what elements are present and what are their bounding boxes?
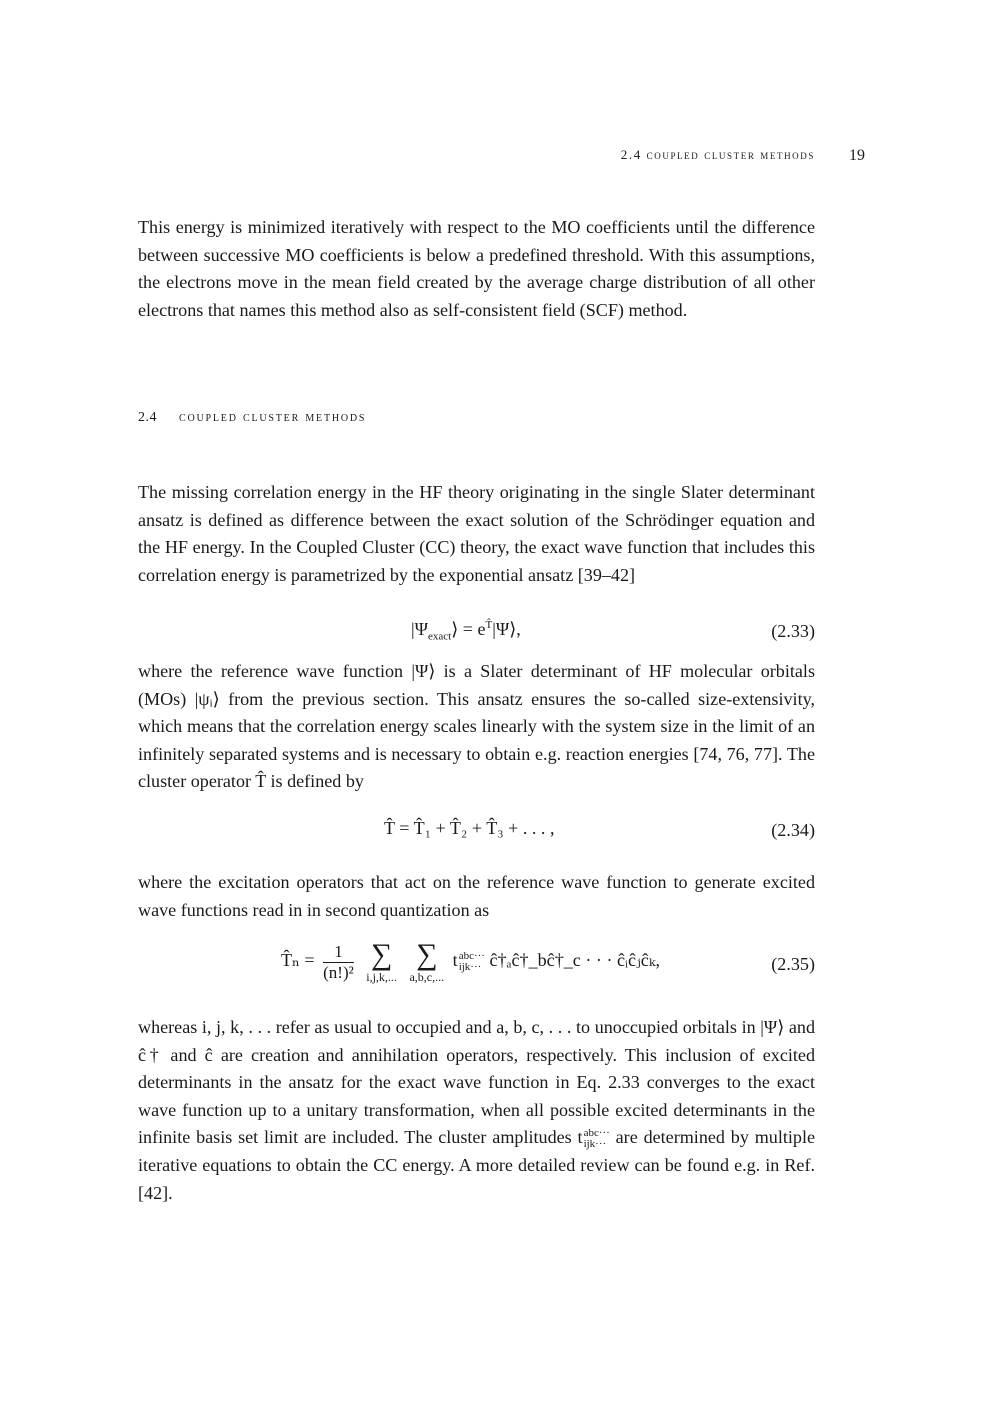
equation-body: $|\Psi_{exact}⟩$ = $e^{T̂}|\Psi⟩$, — [411, 618, 521, 643]
equation-body: T̂ = T̂₁ + T̂₂ + T̂₃ + . . . , — [384, 818, 555, 838]
paragraph-scf: This energy is minimized iteratively with respect to the MO coefficients until the difference between successive MO coefficients is below a predefined threshold. With this assumptions, the electrons move in the mean field created by the average charge distribution of all other electrons that names this method also as self-consistent field (SCF) method. — [138, 217, 815, 320]
amplitude-indices: abc··· ijk··· — [583, 1127, 610, 1151]
section-number: 2.4 — [138, 410, 157, 425]
amplitude-indices: abc··· ijk··· — [458, 950, 485, 973]
fraction: $\frac{1}{\text{(n!)²}}$ — [323, 941, 354, 982]
equation-2-35 — [138, 940, 815, 1000]
running-title: 2.4 coupled cluster methods — [620, 147, 815, 162]
equation-number: (2.33) — [771, 621, 815, 641]
equation-body: T̂ₙ = $\frac{1}{\text{(n!)²}}$ ∑ i,j,k,... ∑ a,b,c,... t abc··· ijk··· ĉ†ₐĉ†_bĉ†_c · · · ĉᵢĉⱼĉₖ, — [281, 938, 660, 984]
sum-virtual: ∑ a,b,c,... — [409, 938, 445, 984]
paragraph-excited-determinants: whereas i, j, k, . . . refer as usual to occupied and a, b, c, . . . to unoccupied orbitals in |Ψ⟩ and ĉ† and ĉ are creation and annihilation operators, respectively. This inclusion of excited determinants in the ansatz for the exact wave function in Eq. 2.33 converges to the exact wave function up to a unitary transformation, when all possible excited determinants in the infinite basis set limit are included. The cluster amplitudes t abc··· ijk··· are determined by multiple iterative equations to obtain the CC energy. A more detailed review can be found e.g. in Ref. [42]. — [138, 1017, 816, 1203]
page-number: 19 — [849, 147, 865, 164]
paragraph-excitation-operators: where the excitation operators that act on the reference wave function to generate excited wave functions read in in second quantization as — [138, 872, 815, 920]
equation-number: (2.35) — [771, 954, 815, 974]
paragraph-reference-wavefunction: where the reference wave function |Ψ⟩ is a Slater determinant of HF molecular orbitals (MOs) |ψᵢ⟩ from the previous section. This ansatz ensures the so-called size-extensivity, which means that the correlation energy scales linearly with the system size in the limit of an infinitely separated systems and is necessary to obtain e.g. reaction energies [74, 76, 77]. The cluster operator T̂ is defined by — [138, 661, 815, 792]
section-heading — [138, 410, 366, 426]
paragraph-cc-intro: The missing correlation energy in the HF theory originating in the single Slater determinant ansatz is defined as difference between the exact solution of the Schrödinger equation and the HF energy. In the Coupled Cluster (CC) theory, the exact wave function that includes this correlation energy is parametrized by the exponential ansatz [39–42] — [138, 482, 815, 585]
sum-occupied: ∑ i,j,k,... — [366, 938, 397, 984]
running-header — [138, 147, 865, 169]
section-title: coupled cluster methods — [179, 410, 367, 425]
equation-number: (2.34) — [771, 820, 815, 840]
